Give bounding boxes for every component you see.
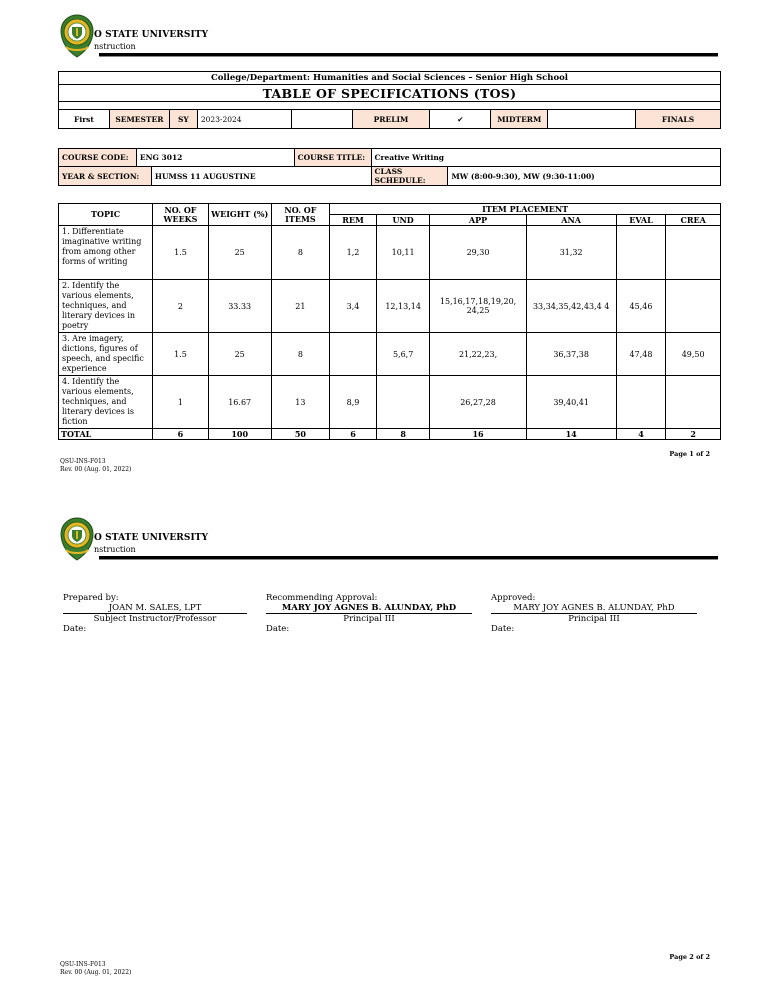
header-crea: CREA [666, 215, 721, 226]
university-seal-icon [58, 516, 96, 562]
prepared-by-label: Prepared by: [63, 593, 119, 603]
header-items: NO. OF ITEMS [271, 204, 330, 226]
specification-table [58, 203, 721, 440]
page-number-1: Page 1 of 2 [669, 450, 710, 458]
crea-cell [666, 226, 721, 280]
app-cell: 15,16,17,18,19,20, 24,25 [430, 280, 526, 333]
recommending-date: Date: [266, 624, 290, 634]
semester-label: SEMESTER [109, 110, 169, 129]
form-number-1 [60, 458, 131, 474]
topic-cell: 1. Differentiate imaginative writing from among other forms of writing [59, 226, 153, 280]
recommending-label: Recommending Approval: [266, 593, 378, 603]
app-cell: 29,30 [430, 226, 526, 280]
sy-label: SY [169, 110, 197, 129]
year-section-value: HUMSS 11 AUGUSTINE [151, 167, 371, 186]
year-section-label: YEAR & SECTION: [59, 167, 152, 186]
rem-cell: 8,9 [330, 376, 377, 429]
eval-cell: 47,48 [616, 333, 666, 376]
topic-cell: 3. Are imagery, dictions, figures of speech, and specific experience [59, 333, 153, 376]
header-topic: TOPIC [59, 204, 153, 226]
eval-cell [616, 376, 666, 429]
recommending-approval-block [266, 593, 472, 634]
topic-cell: 2. Identify the various elements, techniques, and literary devices in poetry [59, 280, 153, 333]
header-item-placement: ITEM PLACEMENT [330, 204, 721, 215]
total-weight: 100 [208, 429, 271, 440]
und-cell: 5,6,7 [376, 333, 430, 376]
total-label: TOTAL [59, 429, 153, 440]
header-und: UND [376, 215, 430, 226]
ana-cell: 33,34,35,42,43,4 4 [526, 280, 616, 333]
page2-header [58, 516, 718, 566]
recommending-position: Principal III [343, 614, 395, 624]
university-name: O STATE UNIVERSITY [94, 533, 209, 543]
und-cell: 12,13,14 [376, 280, 430, 333]
items-cell: 8 [271, 333, 330, 376]
items-cell: 21 [271, 280, 330, 333]
crea-cell: 49,50 [666, 333, 721, 376]
sy-value: 2023-2024 [197, 110, 291, 129]
unit-name: nstruction [94, 545, 136, 554]
prepared-by-name: JOAN M. SALES, LPT [63, 603, 247, 614]
page-number-2: Page 2 of 2 [669, 953, 710, 961]
items-cell: 13 [271, 376, 330, 429]
weeks-cell: 1.5 [153, 226, 209, 280]
ana-cell: 39,40,41 [526, 376, 616, 429]
items-cell: 8 [271, 226, 330, 280]
course-code-value: ENG 3012 [136, 149, 294, 167]
weight-cell: 16.67 [208, 376, 271, 429]
total-eval: 4 [616, 429, 666, 440]
weeks-cell: 2 [153, 280, 209, 333]
university-name: O STATE UNIVERSITY [94, 30, 209, 40]
table-row [59, 280, 721, 333]
course-title-label: COURSE TITLE: [294, 149, 371, 167]
recommending-name: MARY JOY AGNES B. ALUNDAY, PhD [266, 603, 472, 614]
prepared-by-block [63, 593, 247, 634]
header-eval: EVAL [616, 215, 666, 226]
finals-label: FINALS [636, 110, 721, 129]
total-ana: 14 [526, 429, 616, 440]
document-title: TABLE OF SPECIFICATIONS (TOS) [59, 85, 721, 102]
total-und: 8 [376, 429, 430, 440]
header-weeks: NO. OF WEEKS [153, 204, 209, 226]
app-cell: 21,22,23, [430, 333, 526, 376]
ana-cell: 31,32 [526, 226, 616, 280]
page1-header [58, 13, 718, 63]
form-number-2 [60, 961, 131, 977]
crea-cell [666, 376, 721, 429]
table-row [59, 333, 721, 376]
total-row [59, 429, 721, 440]
approved-position: Principal III [568, 614, 620, 624]
header-rule-shadow [99, 56, 718, 57]
weeks-cell: 1.5 [153, 333, 209, 376]
class-schedule-value: MW (8:00-9:30), MW (9:30-11:00) [448, 167, 721, 186]
weight-cell: 25 [208, 226, 271, 280]
eval-cell [616, 226, 666, 280]
topic-cell: 4. Identify the various elements, techniques, and literary devices is fiction [59, 376, 153, 429]
crea-cell [666, 280, 721, 333]
und-cell [376, 376, 430, 429]
total-app: 16 [430, 429, 526, 440]
prelim-check: ✔ [430, 110, 491, 129]
approved-label: Approved: [491, 593, 536, 603]
weight-cell: 25 [208, 333, 271, 376]
unit-name: nstruction [94, 42, 136, 51]
total-items: 50 [271, 429, 330, 440]
weight-cell: 33.33 [208, 280, 271, 333]
midterm-label: MIDTERM [491, 110, 548, 129]
semester-value: First [59, 110, 110, 129]
form-code: QSU-INS-F013 [60, 458, 106, 465]
rem-cell: 1,2 [330, 226, 377, 280]
header-app: APP [430, 215, 526, 226]
eval-cell: 45,46 [616, 280, 666, 333]
form-code: QSU-INS-F013 [60, 961, 106, 968]
app-cell: 26,27,28 [430, 376, 526, 429]
header-rule-shadow [99, 559, 718, 560]
table-row [59, 226, 721, 280]
approved-name: MARY JOY AGNES B. ALUNDAY, PhD [491, 603, 697, 614]
header-weight: WEIGHT (%) [208, 204, 271, 226]
header-rem: REM [330, 215, 377, 226]
total-crea: 2 [666, 429, 721, 440]
blank-cell [291, 110, 352, 129]
total-rem: 6 [330, 429, 377, 440]
prepared-by-date: Date: [63, 624, 87, 634]
weeks-cell: 1 [153, 376, 209, 429]
ana-cell: 36,37,38 [526, 333, 616, 376]
form-revision: Rev. 00 (Aug. 01, 2022) [60, 466, 132, 473]
class-schedule-label: CLASS SCHEDULE: [371, 167, 448, 186]
prepared-by-position: Subject Instructor/Professor [93, 614, 217, 624]
department-line: College/Department: Humanities and Social Sciences – Senior High School [59, 72, 721, 85]
approved-block [491, 593, 697, 634]
form-revision: Rev. 00 (Aug. 01, 2022) [60, 969, 132, 976]
course-info-table [58, 148, 721, 186]
spacer-row [59, 102, 721, 110]
university-seal-icon [58, 13, 96, 59]
prelim-label: PRELIM [352, 110, 430, 129]
und-cell: 10,11 [376, 226, 430, 280]
tos-header-table [58, 71, 721, 129]
header-ana: ANA [526, 215, 616, 226]
rem-cell [330, 333, 377, 376]
table-row [59, 376, 721, 429]
midterm-check [548, 110, 636, 129]
rem-cell: 3,4 [330, 280, 377, 333]
course-code-label: COURSE CODE: [59, 149, 137, 167]
course-title-value: Creative Writing [371, 149, 720, 167]
approved-date: Date: [491, 624, 515, 634]
total-weeks: 6 [153, 429, 209, 440]
